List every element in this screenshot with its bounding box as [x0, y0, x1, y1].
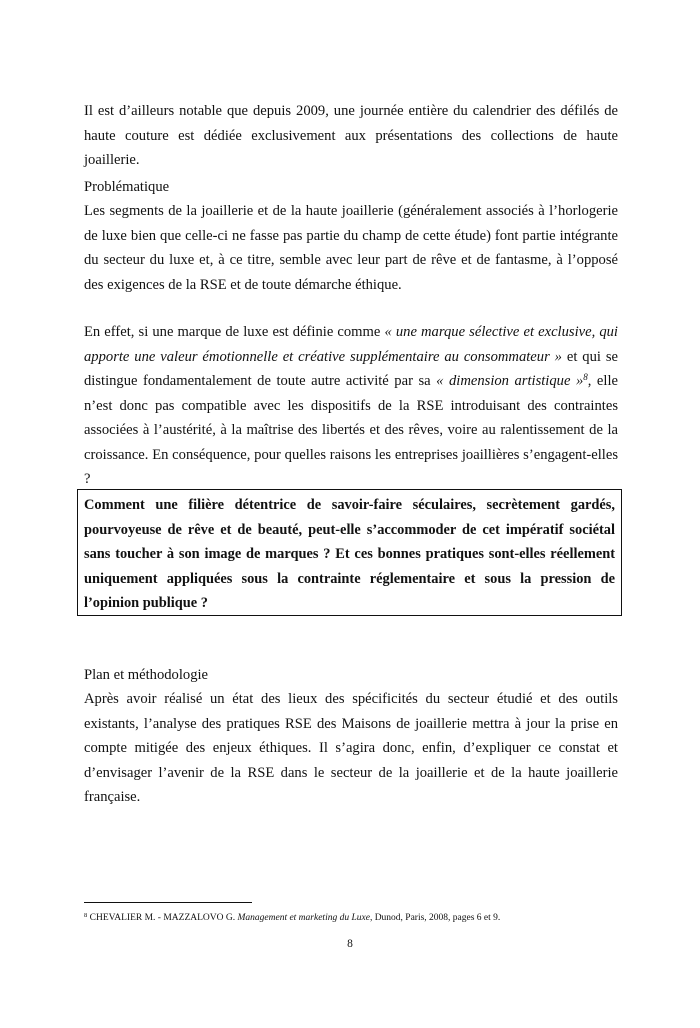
problematique-heading: Problématique — [84, 179, 170, 195]
plan-paragraph — [84, 687, 618, 810]
luxury-brand-definition-quote: « une marque sélective et exclusive, qui apporte une valeur émotionnelle et créative supplémentaire au consommateur » — [84, 324, 618, 365]
en-effet-part1: En effet, si une marque de luxe est définie comme — [84, 324, 385, 340]
research-question-box — [77, 489, 622, 616]
footnote-separator — [84, 902, 252, 903]
en-effet-part3: , elle n’est donc pas compatible avec les dispositifs de la RSE introduisant des contraintes associées à l’austérité, à la maîtrise des libertés et des rêves, voire au ralentissement de la croissance. En conséquence, pour quelles raisons les entreprises joaillières s’engagent-elles ? — [84, 373, 619, 487]
footnote-book-title: Management et marketing du Luxe — [237, 913, 370, 923]
en-effet-part2: et qui se distingue fondamentalement de toute autre activité par sa — [84, 348, 618, 389]
intro-paragraph — [84, 99, 618, 173]
problematique-text: Les segments de la joaillerie et de la haute joaillerie (généralement associés à l’horlogerie de luxe bien que celle-ci ne fasse pas partie du champ de cette étude) font partie intégrante du secteur du luxe et, à ce titre, semble avec leur part de rêve et de fantasme, à l’opposé des exigences de la RSE et de toute démarche éthique. — [84, 203, 618, 293]
page-number: 8 — [347, 938, 353, 950]
footnote-authors: CHEVALIER M. - MAZZALOVO G. — [87, 913, 238, 923]
research-question-text: Comment une filière détentrice de savoir-faire séculaires, secrètement gardés, pourvoyeuse de rêve et de beauté, peut-elle s’accommoder de cet impératif sociétal sans toucher à son image de marques ? Et ces bonnes pratiques sont-elles réellement uniquement appliquées sous la contrainte réglementaire et sous la pression de l’opinion publique ? — [84, 497, 615, 611]
footnote-publication: , Dunod, Paris, 2008, pages 6 et 9. — [369, 913, 501, 923]
footnote-reference: 8 — [583, 372, 588, 382]
plan-heading: Plan et méthodologie — [84, 667, 209, 683]
artistic-dimension-quote: « dimension artistique » — [436, 373, 584, 389]
footnote-number: 8 — [84, 912, 88, 919]
intro-text: Il est d’ailleurs notable que depuis 2009, une journée entière du calendrier des défilés de haute couture est dédiée exclusivement aux présentations des collections de haute joaillerie. — [84, 103, 618, 168]
footnote — [84, 910, 624, 924]
problematique-paragraph — [84, 199, 618, 297]
plan-text: Après avoir réalisé un état des lieux des spécificités du secteur étudié et des outils existants, l’analyse des pratiques RSE des Maisons de joaillerie mettra à jour la prise en compte mitigée des enjeux éthiques. Il s’agira donc, enfin, d’expliquer ce constat et d’envisager l’avenir de la RSE dans le secteur de la joaillerie et de la haute joaillerie française. — [84, 691, 618, 805]
en-effet-paragraph — [84, 320, 618, 492]
